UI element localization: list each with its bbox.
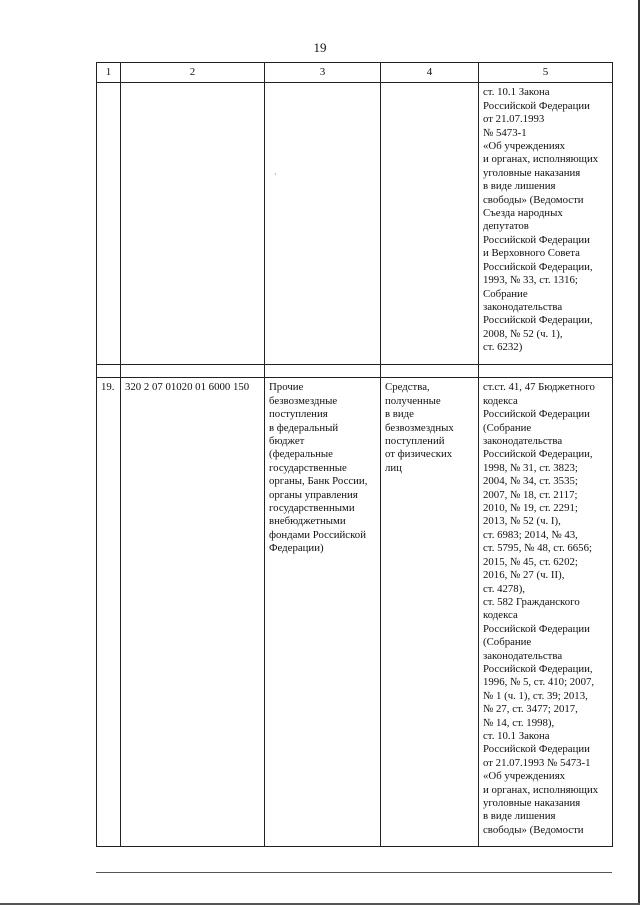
description-cell	[381, 83, 479, 365]
table-row	[97, 83, 613, 365]
page-number: 19	[313, 40, 327, 55]
code-cell: 320 2 07 01020 01 6000 150	[121, 378, 265, 847]
legal-basis-cell: ст.ст. 41, 47 Бюджетного кодекса Российской Федерации (Собрание законодательства Российской Федерации, 1998, № 31, ст. 3823; 2004, № 34, ст. 3535; 2007, № 18, ст. 2117; 2010, № 19, ст. 2291; 2013, № 52 (ч. I), ст. 6983; 2014, № 43, ст. 5795, № 48, ст. 6656; 2015, № 45, ст. 6202; 2016, № 27 (ч. II), ст. 4278), ст. 582 Гражданского кодекса Российской Федерации (Собрание законодательства Российской Федерации, 1996, № 5, ст. 410; 2007, № 1 (ч. 1), ст. 39; 2013, № 27, ст. 3477; 2017, № 14, ст. 1998), ст. 10.1 Закона Российской Федерации от 21.07.1993 № 5473-1 «Об учреждениях и органах, исполняющих уголовные наказания в виде лишения свободы» (Ведомости	[479, 378, 613, 847]
document-table	[96, 62, 613, 847]
column-header-5: 5	[479, 63, 613, 83]
column-header-4: 4	[381, 63, 479, 83]
scan-speck: ·	[274, 170, 277, 179]
bottom-rule	[96, 872, 612, 873]
row-number-cell: 19.	[97, 378, 121, 847]
column-header-2: 2	[121, 63, 265, 83]
table-row	[97, 378, 613, 847]
row-gap	[97, 365, 613, 378]
name-cell	[265, 83, 381, 365]
code-cell	[121, 83, 265, 365]
table-header-row	[97, 63, 613, 83]
column-header-3: 3	[265, 63, 381, 83]
legal-basis-cell: ст. 10.1 Закона Российской Федерации от 21.07.1993 № 5473-1 «Об учреждениях и органах, исполняющих уголовные наказания в виде лишения свободы» (Ведомости Съезда народных депутатов Российской Федерации и Верховного Совета Российской Федерации, 1993, № 33, ст. 1316; Собрание законодательства Российской Федерации, 2008, № 52 (ч. 1), ст. 6232)	[479, 83, 613, 365]
row-number-cell	[97, 83, 121, 365]
description-cell: Средства, полученные в виде безвозмездных поступлений от физических лиц	[381, 378, 479, 847]
name-cell: Прочие безвозмездные поступления в федеральный бюджет (федеральные государственные органы, Банк России, органы управления государственными внебюджетными фондами Российской Федерации)	[265, 378, 381, 847]
column-header-1: 1	[97, 63, 121, 83]
